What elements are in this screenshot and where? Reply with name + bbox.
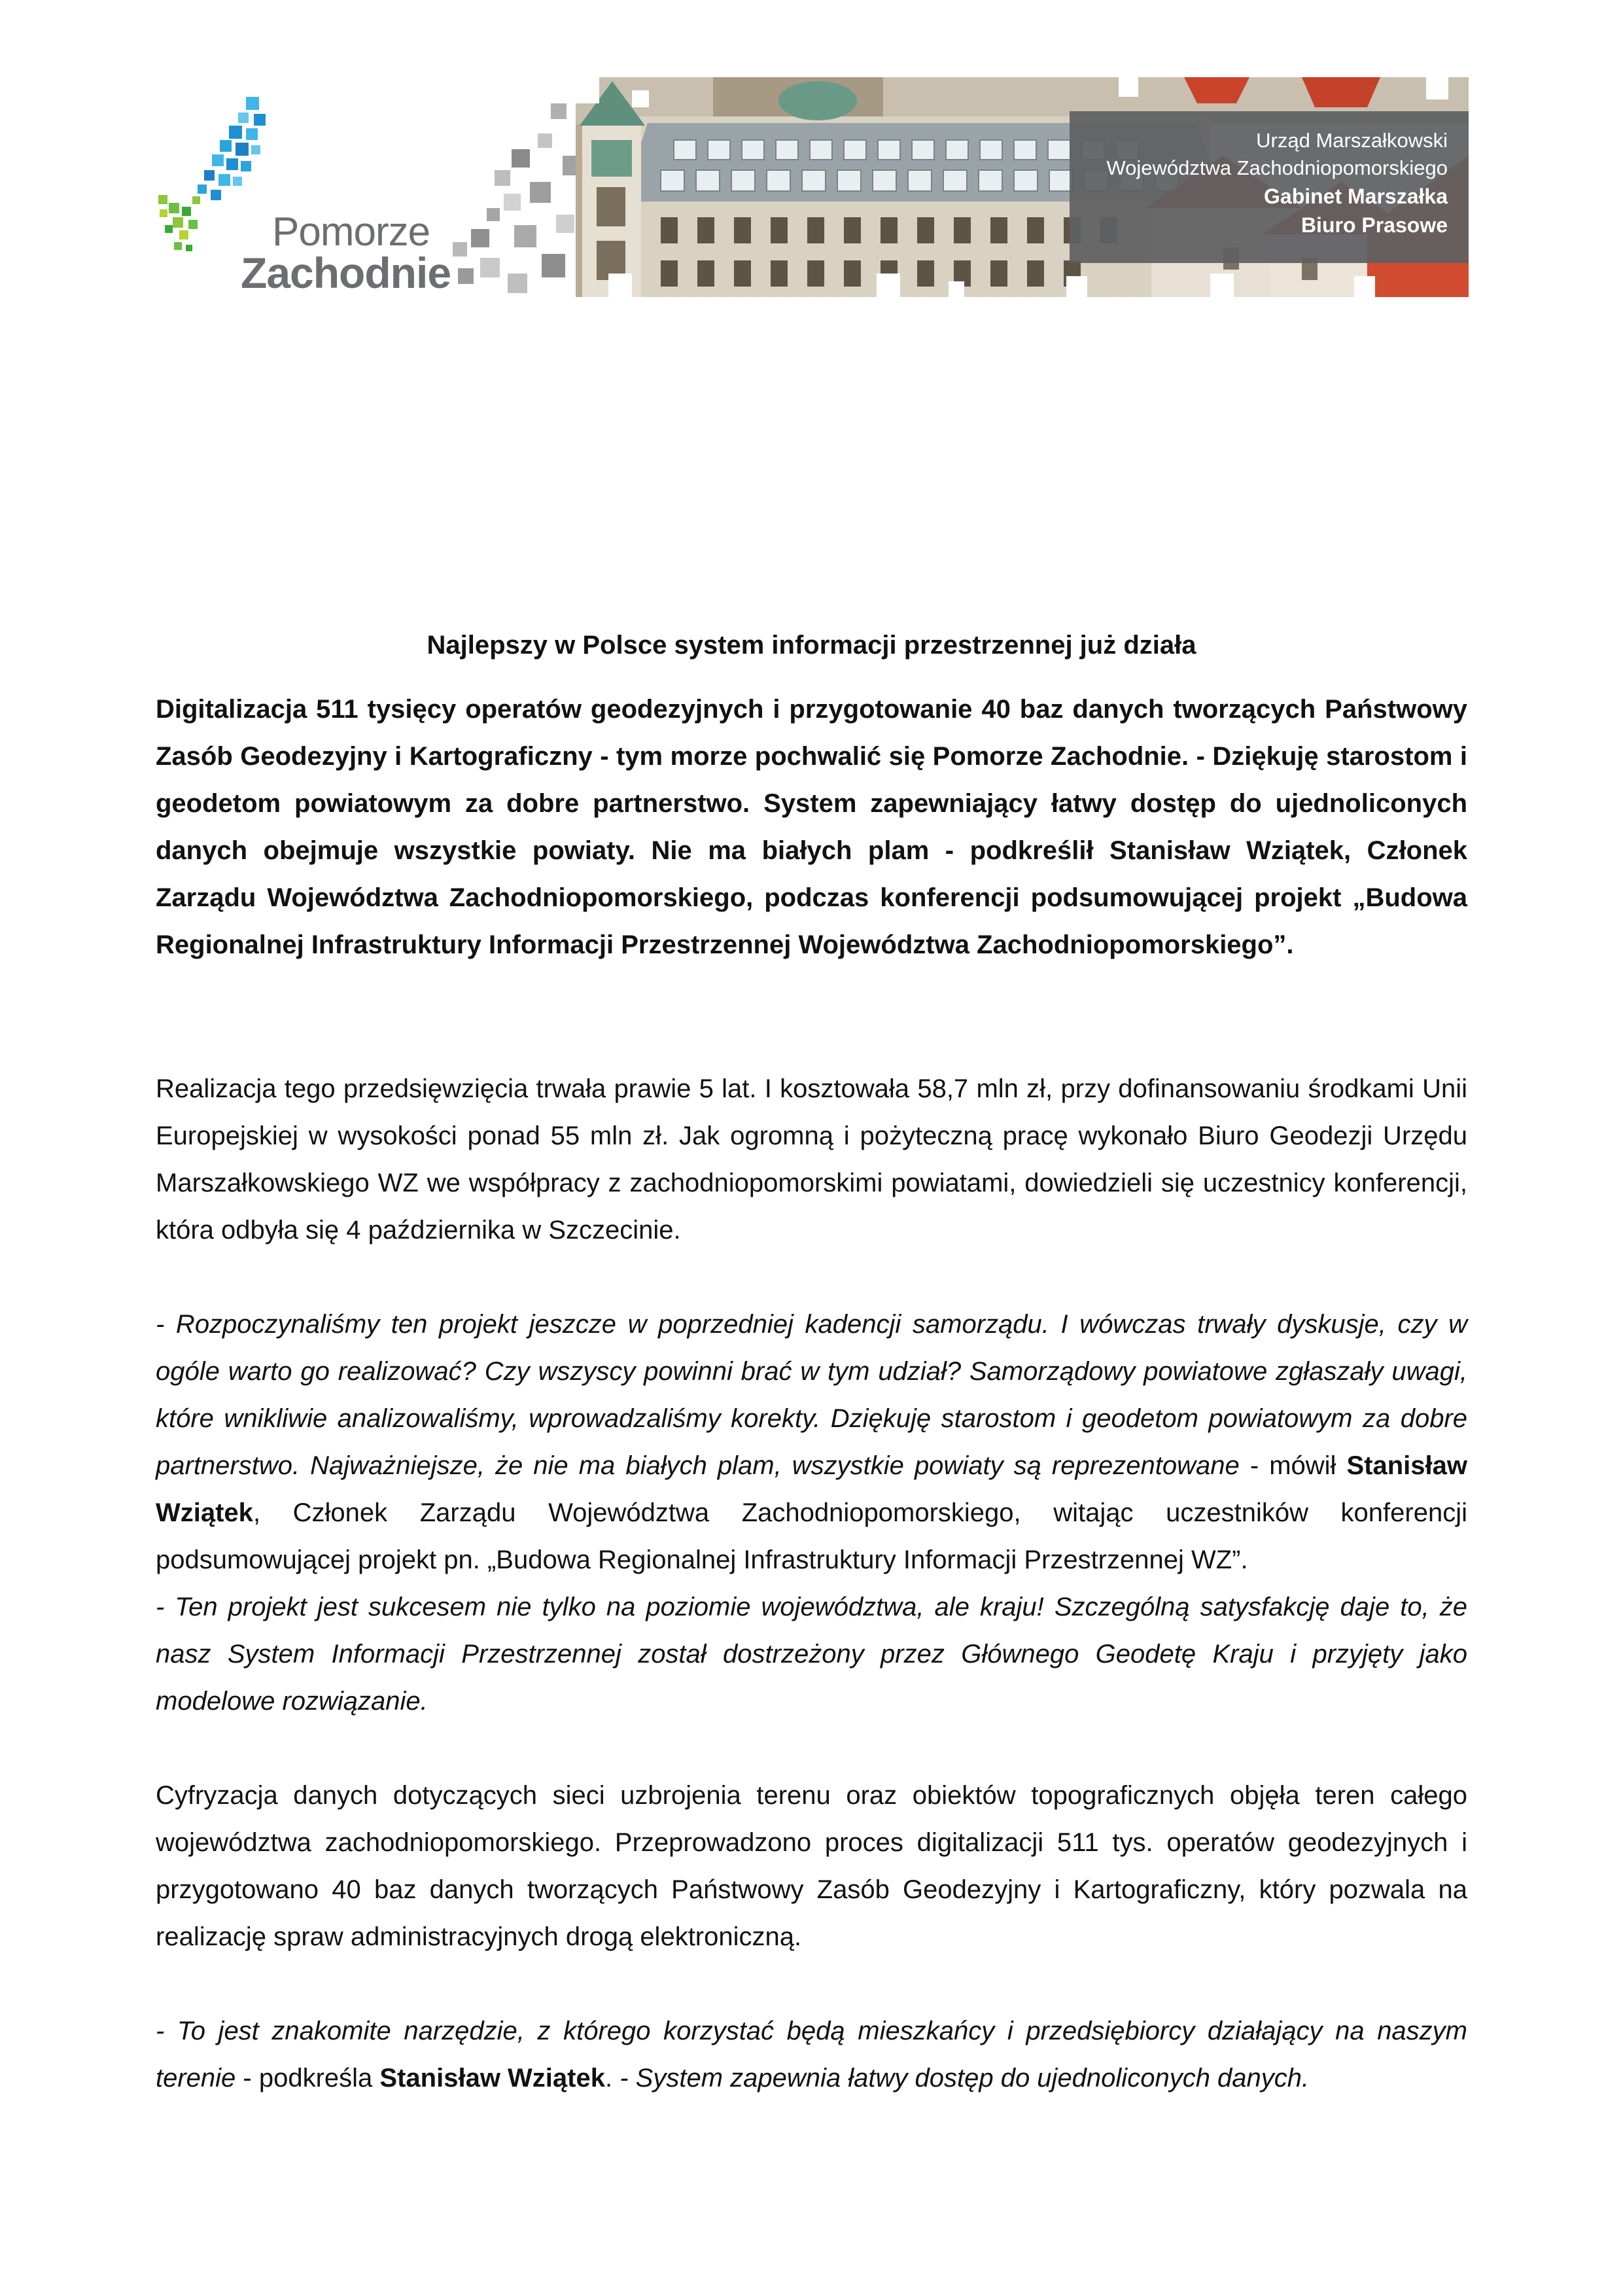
paragraph-cyfryzacja: Cyfryzacja danych dotyczących sieci uzbrojenia terenu oraz obiektów topograficznych objęła teren całego województwa zachodniopomorskiego. Przeprowadzono proces digitalizacji 511 tys. operatów geodezyjnych i przygotowano 40 baz danych tworzących Państwowy Zasób Geodezyjny i Kartograficzny, który pozwala na realizację spraw administracyjnych drogą elektroniczną. — [156, 1781, 1467, 1951]
header-banner — [451, 77, 1469, 297]
speaker-role-text: , Członek Zarządu Województwa Zachodniopomorskiego, witając uczestników konferencji podsumowującej projekt pn. „Budowa Regionalnej Infrastruktury Informacji Przestrzennej WZ”. — [156, 1498, 1467, 1574]
logo-word-pomorze: Pomorze — [272, 209, 430, 255]
attribution-text: - podkreśla — [236, 2064, 380, 2093]
logo-word-zachodnie: Zachodnie — [241, 249, 451, 297]
quote-text-2: - System zapewnia łatwy dostęp do ujednoliconych danych. — [620, 2064, 1310, 2093]
speaker-name: Stanisław Wziątek — [156, 1451, 1467, 1527]
separator-text: . — [604, 2064, 620, 2093]
paragraph-quote-narzedzie — [156, 2007, 1467, 2102]
banner-line-voivodeship: Województwa Zachodniopomorskiego — [1106, 156, 1448, 179]
banner-line-press-office: Biuro Prasowe — [1300, 213, 1448, 237]
attribution-text: - mówił — [1239, 1451, 1347, 1480]
logo-mosaic-icon — [156, 97, 273, 267]
paragraph-realizacja: Realizacja tego przedsięwzięcia trwała prawie 5 lat. I kosztowała 58,7 mln zł, przy dofinansowaniu środkami Unii Europejskiej w wysokości ponad 55 mln zł. Jak ogromną i pożyteczną pracę wykonało Biuro Geodezji Urzędu Marszałkowskiego WZ we współpracy z zachodniopomorskimi powiatami, dowiedzieli się uczestnicy konferencji, która odbyła się 4 października w Szczecinie. — [156, 1074, 1467, 1245]
office-name-box — [1070, 111, 1469, 263]
document-title: Najlepszy w Polsce system informacji przestrzennej już działa — [427, 631, 1196, 660]
pomorze-zachodnie-logo — [156, 97, 451, 297]
quote-text-2: - Ten projekt jest sukcesem nie tylko na poziomie województwa, ale kraju! Szczególną satysfakcję daje to, że nasz System Informacji Przestrzennej został dostrzeżony przez Głównego Geodetę Kraju i przyjęty jako modelowe rozwiązanie. — [156, 1593, 1467, 1716]
paragraph-quote-wziatek — [156, 1301, 1467, 1725]
banner-line-cabinet: Gabinet Marszałka — [1264, 185, 1448, 208]
quote-text: - To jest znakomite narzędzie, z którego korzystać będą mieszkańcy i przedsiębiorcy działający na naszym terenie — [156, 2017, 1467, 2093]
lead-paragraph: Digitalizacja 511 tysięcy operatów geodezyjnych i przygotowanie 40 baz danych tworzących Państwowy Zasób Geodezyjny i Kartograficzny - tym morze pochwalić się Pomorze Zachodnie. - Dziękuję starostom i geodetom powiatowym za dobre partnerstwo. System zapewniający łatwy dostęp do ujednoliconych danych obejmuje wszystkie powiaty. Nie ma białych plam - podkreślił Stanisław Wziątek, Członek Zarządu Województwa Zachodniopomorskiego, podczas konferencji podsumowującej projekt „Budowa Regionalnej Infrastruktury Informacji Przestrzennej Województwa Zachodniopomorskiego”. — [156, 695, 1467, 959]
quote-text: - Rozpoczynaliśmy ten projekt jeszcze w poprzedniej kadencji samorządu. I wówczas trwały dyskusje, czy w ogóle warto go realizować? Czy wszyscy powinni brać w tym udział? Samorządowy powiatowe zgłaszały uwagi, które wnikliwie analizowaliśmy, wprowadzaliśmy korekty. Dziękuję starostom i geodetom powiatowym za dobre partnerstwo. Najważniejsze, że nie ma białych plam, wszystkie powiaty są reprezentowane — [156, 1310, 1467, 1480]
speaker-name: Stanisław Wziątek — [379, 2064, 605, 2093]
banner-line-office: Urząd Marszałkowski — [1256, 129, 1448, 152]
